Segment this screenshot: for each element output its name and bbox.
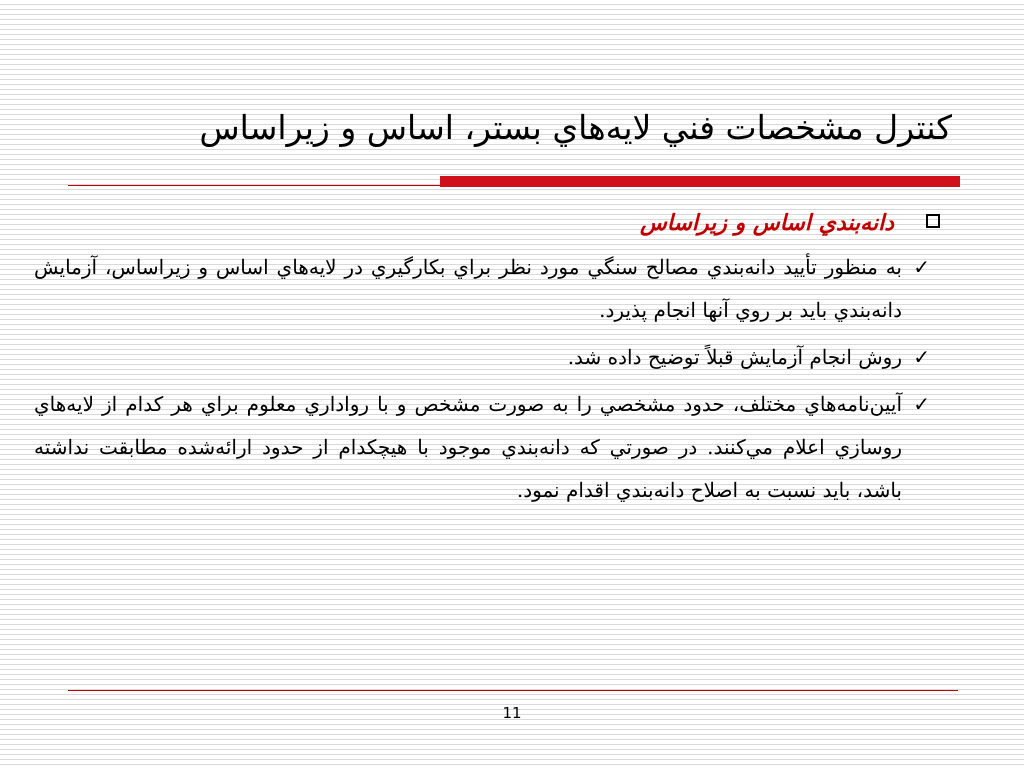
bullet-text: به منظور تأييد دانه‌بندي مصالح سنگي مورد نظر براي بكارگيري در لايه‌هاي اساس و زيراساس، آزمايش دانه‌بندي بايد بر روي آنها انجام پذيرد. bbox=[34, 255, 902, 322]
slide-content bbox=[34, 206, 946, 516]
title-divider-thin bbox=[68, 185, 440, 186]
bullet-item bbox=[34, 246, 946, 332]
section-heading bbox=[34, 206, 946, 246]
page-number: 11 bbox=[502, 704, 522, 722]
bullet-item bbox=[34, 383, 946, 512]
section-heading-text: دانه‌بندي اساس و زيراساس bbox=[639, 210, 894, 236]
checkmark-icon: ✓ bbox=[913, 392, 930, 416]
bullet-item bbox=[34, 336, 946, 379]
bullet-text: آيين‌نامه‌هاي مختلف، حدود مشخصي را به صورت مشخص و با رواداري معلوم براي هر كدام از لايه‌هاي روسازي اعلام مي‌كنند. در صورتي كه دانه‌بندي موجود با هيچكدام از حدود ارائه‌شده مطابقت نداشته باشد، بايد نسبت به اصلاح دانه‌بندي اقدام نمود. bbox=[34, 392, 902, 502]
bullet-text: روش انجام آزمايش قبلاً توضيح داده شد. bbox=[567, 345, 902, 369]
slide-title: كنترل مشخصات فني لايه‌هاي بستر، اساس و زيراساس bbox=[199, 108, 952, 147]
hollow-square-icon bbox=[926, 214, 940, 228]
footer-divider bbox=[68, 690, 958, 691]
checkmark-icon: ✓ bbox=[913, 255, 930, 279]
checkmark-icon: ✓ bbox=[913, 345, 930, 369]
title-divider-thick bbox=[440, 176, 960, 187]
